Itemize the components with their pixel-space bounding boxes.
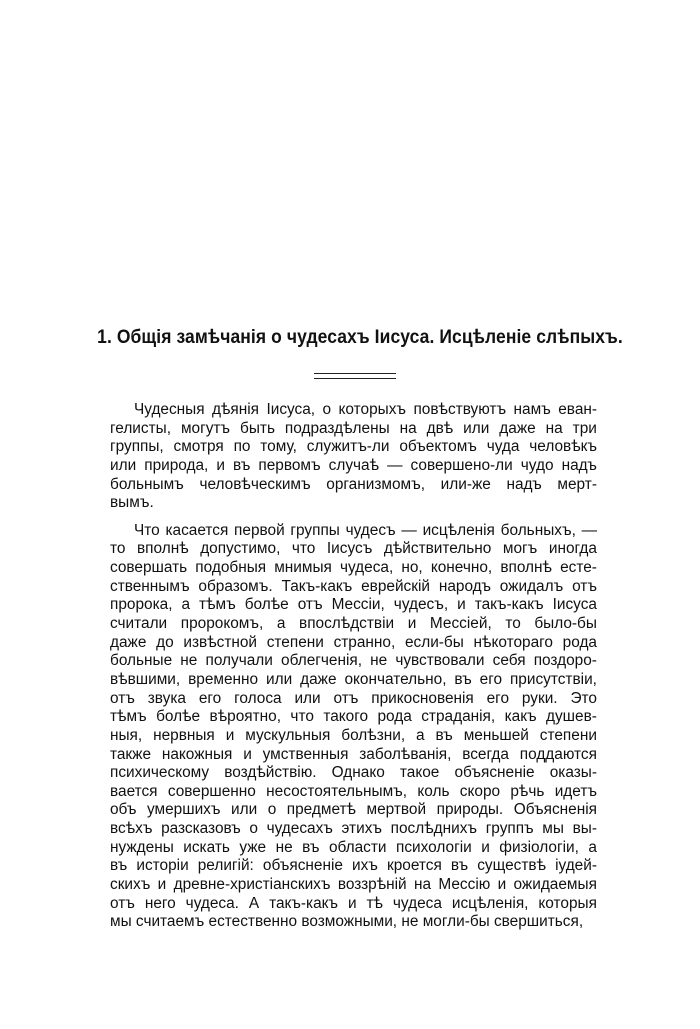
text-line: всѣхъ разсказовъ о чудесахъ этихъ послѣднихъ группъ мы вы- <box>110 820 597 838</box>
text-line: отъ звука его голоса или отъ прикосновенія его руки. Это <box>110 689 597 707</box>
text-line: совершать подобныя мнимыя чудеса, но, конечно, вполнѣ есте- <box>110 559 597 577</box>
text-line: Чудесныя дѣянія Іисуса, о которыхъ повѣствуютъ намъ еван- <box>134 401 597 418</box>
text-line: ственнымъ образомъ. Такъ-какъ еврейскій народъ ожидалъ отъ <box>110 577 597 595</box>
text-line: считали пророкомъ, а впослѣдствіи и Мессіей, то было-бы <box>110 615 597 633</box>
body-text <box>110 401 597 932</box>
text-line: вѣвшими, временно или даже окончательно, въ его присутствіи, <box>110 670 597 688</box>
text-line: объ умершихъ или о предметѣ мертвой природы. Объясненія <box>110 801 597 819</box>
text-line: вымъ. <box>110 494 154 512</box>
text-line: скихъ и древне-христіанскихъ воззрѣній на Мессію и ожидаемыя <box>110 876 597 894</box>
text-line: въ исторіи религій: объясненіе ихъ кроется въ существѣ іудей- <box>110 857 597 875</box>
text-line: больнымъ человѣческимъ организмомъ, или-же надъ мерт- <box>110 475 597 493</box>
text-line: нуждены искать уже не въ области психологіи и физіологіи, а <box>110 838 597 856</box>
paragraph <box>110 401 597 513</box>
text-line: гелисты, могутъ быть подраздѣлены на двѣ или даже на три <box>110 419 597 437</box>
text-line: тѣмъ болѣе вѣроятно, что такого рода страданія, какъ душев- <box>110 708 597 726</box>
text-line: больные не получали облегченія, не чувствовали себя поздоро- <box>110 652 597 670</box>
paragraph <box>110 522 597 932</box>
text-line: группы, смотря по тому, служитъ-ли объектомъ чуда человѣкъ <box>110 438 597 456</box>
text-line: пророка, а тѣмъ болѣе отъ Мессіи, чудесъ, и такъ-какъ Іисуса <box>110 596 597 614</box>
text-line: или природа, и въ первомъ случаѣ — совершено-ли чудо надъ <box>110 456 597 474</box>
chapter-heading: 1. Общія замѣчанія о чудесахъ Іисуса. Исцѣленіе слѣпыхъ. <box>97 327 623 348</box>
paragraph-gap <box>110 513 597 522</box>
text-line: то вполнѣ допустимо, что Іисусъ дѣйствительно могъ иногда <box>110 540 597 558</box>
text-line: вается совершенно несостоятельнымъ, коль скоро рѣчь идетъ <box>110 782 597 800</box>
heading-divider <box>314 373 396 379</box>
text-line: ныя, нервныя и мускульныя болѣзни, а въ меньшей степени <box>110 726 597 744</box>
text-line: отъ него чудеса. А такъ-какъ и тѣ чудеса исцѣленія, которыя <box>110 894 597 912</box>
text-line: мы считаемъ естественно возможными, не могли-бы свершиться, <box>110 913 584 931</box>
text-line: психическому воздѣйствію. Однако такое объясненіе оказы- <box>110 764 597 782</box>
text-line: также накожныя и умственныя заболѣванія, всегда поддаются <box>110 745 597 763</box>
text-line: Что касается первой группы чудесъ — исцѣленія больныхъ, — <box>134 521 597 539</box>
text-line: даже до извѣстной степени странно, если-бы нѣкотораго рода <box>110 633 597 651</box>
